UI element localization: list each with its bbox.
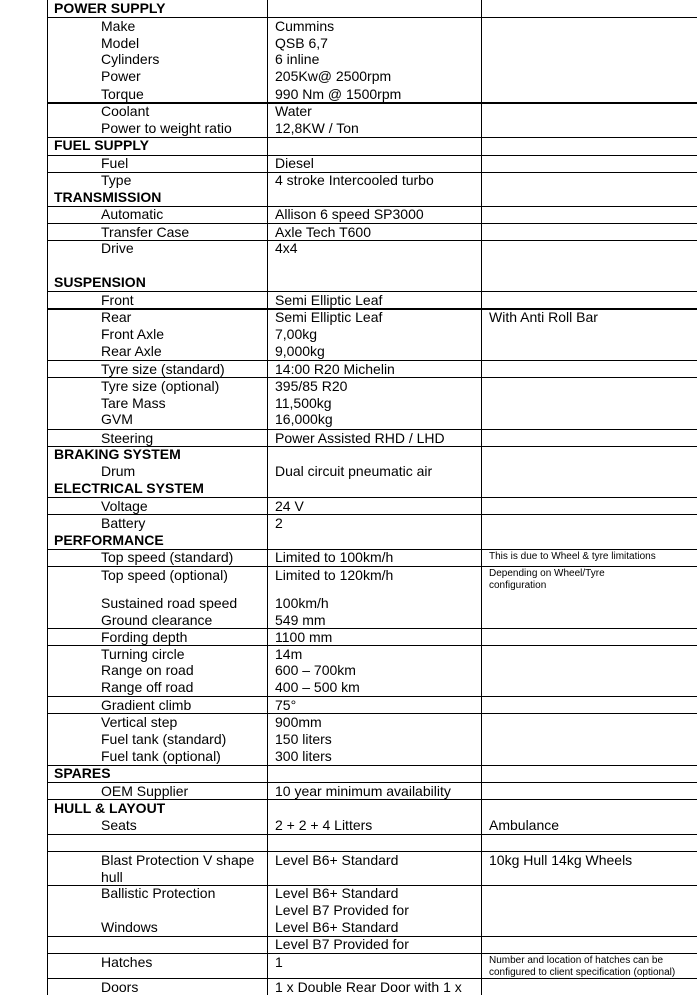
section-heading: TRANSMISSION — [54, 189, 162, 205]
spec-value: 12,8KW / Ton — [275, 120, 359, 136]
spec-label: Blast Protection V shape hull — [101, 852, 255, 885]
spec-value: 75° — [275, 697, 297, 713]
spec-value: 205Kw@ 2500rpm — [275, 68, 392, 84]
spec-label: Battery — [101, 515, 146, 531]
spec-note: 10kg Hull 14kg Wheels — [489, 852, 633, 868]
section-heading: ELECTRICAL SYSTEM — [54, 480, 204, 496]
spec-note: This is due to Wheel & tyre limitations — [489, 551, 656, 562]
row-divider — [47, 834, 697, 835]
spec-value: 14m — [275, 646, 303, 662]
section-heading: PERFORMANCE — [54, 532, 164, 548]
spec-value: Allison 6 speed SP3000 — [275, 206, 424, 222]
section-heading: FUEL SUPPLY — [54, 137, 149, 153]
spec-label: Doors — [101, 979, 139, 995]
spec-value: QSB 6,7 — [275, 35, 328, 51]
spec-value: 900mm — [275, 714, 322, 730]
section-heading: BRAKING SYSTEM — [54, 446, 181, 462]
spec-value: 990 Nm @ 1500rpm — [275, 86, 402, 102]
section-heading: HULL & LAYOUT — [54, 800, 166, 816]
spec-value: 11,500kg — [275, 395, 332, 411]
row-divider — [47, 155, 697, 156]
spec-value: 4x4 — [275, 240, 298, 256]
spec-label: Make — [101, 18, 136, 34]
spec-value: 7,00kg — [275, 326, 318, 342]
spec-label: Top speed (optional) — [101, 567, 228, 583]
spec-label: Ballistic Protection — [101, 885, 216, 901]
spec-value: 1100 mm — [275, 629, 333, 645]
spec-value: 150 liters — [275, 731, 332, 747]
spec-label: Transfer Case — [101, 224, 190, 240]
section-heading: SUSPENSION — [54, 274, 146, 290]
spec-label: Drive — [101, 240, 134, 256]
spec-label: Rear — [101, 309, 132, 325]
spec-value: 6 inline — [275, 51, 320, 67]
spec-label: Fuel tank (standard) — [101, 731, 227, 747]
spec-label: Sustained road speed — [101, 595, 238, 611]
spec-value: 300 liters — [275, 748, 332, 764]
spec-label: Model — [101, 35, 140, 51]
spec-label: Steering — [101, 430, 154, 446]
spec-value: Limited to 120km/h — [275, 567, 394, 583]
spec-value: Axle Tech T600 — [275, 224, 371, 240]
spec-value: 24 V — [275, 498, 304, 514]
spec-label: Power to weight ratio — [101, 120, 232, 136]
section-heading: POWER SUPPLY — [54, 0, 166, 16]
spec-value: Level B7 Provided for — [275, 936, 409, 952]
spec-value: 1 — [275, 954, 283, 970]
spec-value: Level B6+ Standard — [275, 885, 399, 901]
spec-value: 600 – 700km — [275, 662, 356, 678]
spec-label: Drum — [101, 463, 136, 479]
spec-label: OEM Supplier — [101, 783, 189, 799]
spec-label: Tyre size (optional) — [101, 378, 220, 394]
spec-value: 4 stroke Intercooled turbo — [275, 172, 434, 188]
spec-value: Semi Elliptic Leaf — [275, 292, 383, 308]
spec-label: Range off road — [101, 679, 194, 695]
spec-label: Hatches — [101, 954, 153, 970]
spec-label: Tyre size (standard) — [101, 361, 225, 377]
spec-value: 395/85 R20 — [275, 378, 348, 394]
row-divider — [47, 17, 697, 18]
spec-label: Gradient climb — [101, 697, 192, 713]
spec-label: Range on road — [101, 662, 194, 678]
row-divider — [47, 765, 697, 766]
spec-label: Torque — [101, 86, 144, 102]
spec-value: 1 x Double Rear Door with 1 x — [275, 979, 462, 995]
spec-label: Fording depth — [101, 629, 188, 645]
spec-value: Cummins — [275, 18, 335, 34]
spec-label: Fuel — [101, 155, 129, 171]
spec-value: 10 year minimum availability — [275, 783, 451, 799]
spec-note: With Anti Roll Bar — [489, 309, 598, 325]
spec-label: Front — [101, 292, 134, 308]
spec-value: 2 + 2 + 4 Litters — [275, 817, 373, 833]
spec-label: Automatic — [101, 206, 164, 222]
spec-value: 16,000kg — [275, 411, 333, 427]
spec-value: 400 – 500 km — [275, 679, 360, 695]
spec-value: 9,000kg — [275, 343, 325, 359]
spec-label: Coolant — [101, 103, 150, 119]
spec-label: Seats — [101, 817, 137, 833]
spec-value: Water — [275, 103, 312, 119]
spec-label: Power — [101, 68, 141, 84]
spec-label: Cylinders — [101, 51, 160, 67]
spec-note: Number and location of hatches can be configured to client specification (optional) — [489, 955, 676, 978]
spec-label: Turning circle — [101, 646, 185, 662]
spec-value: Level B7 Provided for — [275, 902, 409, 918]
spec-label: Rear Axle — [101, 343, 162, 359]
spec-note: Depending on Wheel/Tyre configuration — [489, 568, 605, 591]
section-heading: SPARES — [54, 765, 111, 781]
spec-label: Front Axle — [101, 326, 165, 342]
spec-value: Dual circuit pneumatic air — [275, 463, 433, 479]
spec-value: 100km/h — [275, 595, 329, 611]
spec-label: Top speed (standard) — [101, 549, 234, 565]
spec-value: Power Assisted RHD / LHD — [275, 430, 445, 446]
spec-value: Level B6+ Standard — [275, 852, 399, 868]
spec-value: Diesel — [275, 155, 314, 171]
spec-label: GVM — [101, 411, 133, 427]
spec-note: Ambulance — [489, 817, 560, 833]
spec-label: Voltage — [101, 498, 148, 514]
spec-value: 549 mm — [275, 612, 326, 628]
spec-value: 14:00 R20 Michelin — [275, 361, 395, 377]
spec-label: Vertical step — [101, 714, 178, 730]
spec-value: Level B6+ Standard — [275, 919, 399, 935]
spec-label: Type — [101, 172, 132, 188]
spec-label: Ground clearance — [101, 612, 213, 628]
spec-label: Tare Mass — [101, 395, 166, 411]
spec-label: Windows — [101, 919, 158, 935]
spec-value: Semi Elliptic Leaf — [275, 309, 383, 325]
spec-label: Fuel tank (optional) — [101, 748, 221, 764]
spec-value: 2 — [275, 515, 283, 531]
spec-value: Limited to 100km/h — [275, 549, 394, 565]
